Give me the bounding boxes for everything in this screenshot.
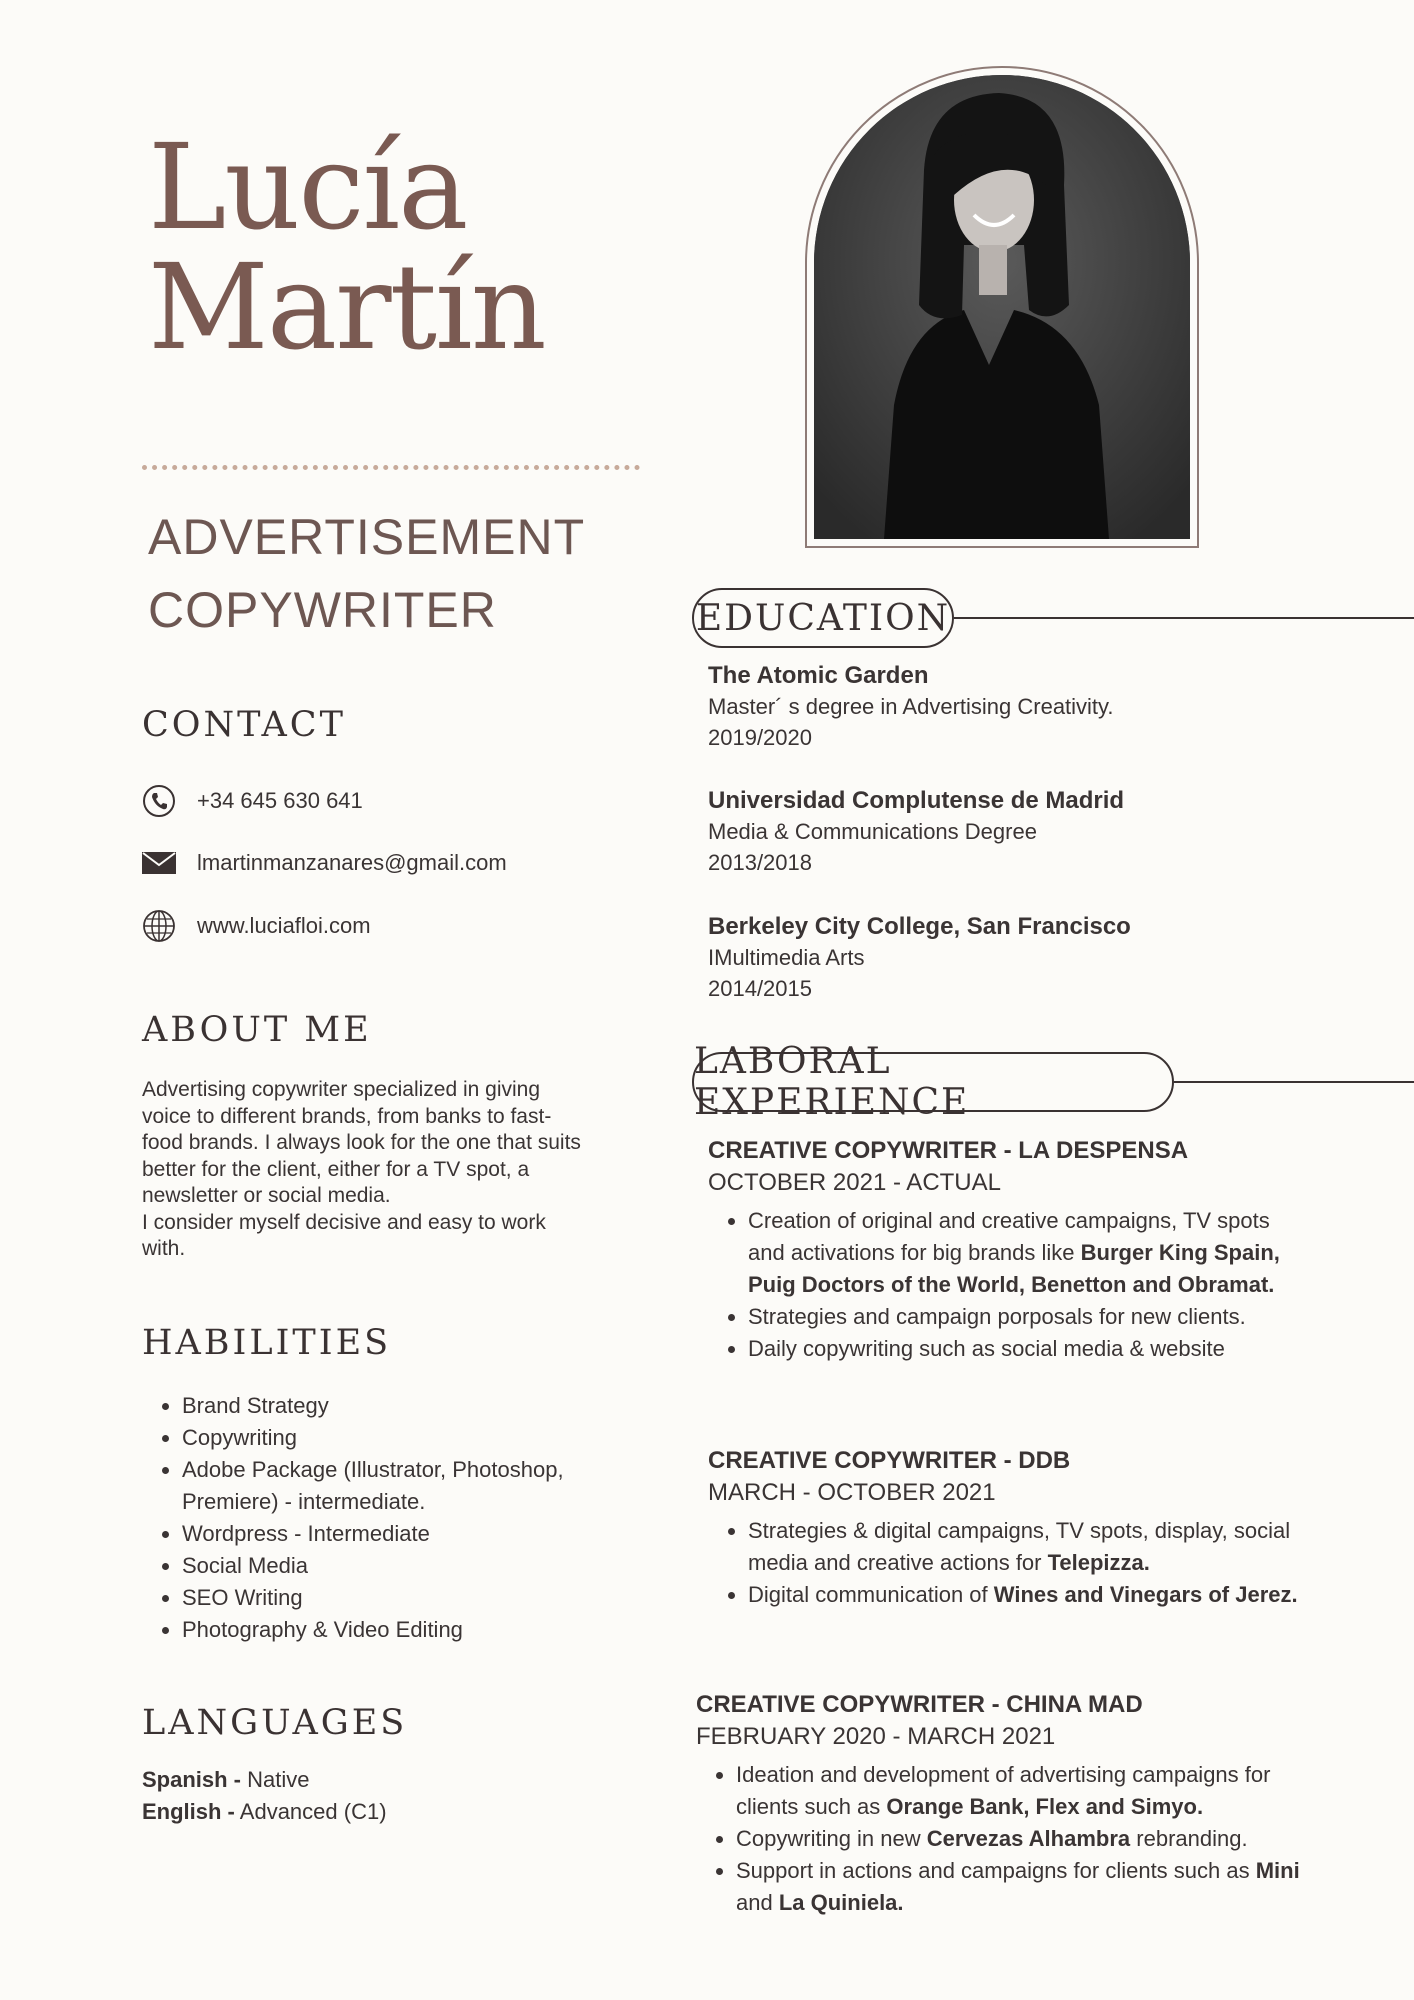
job-la-despensa xyxy=(708,1135,1308,1365)
education-heading: EDUCATION xyxy=(692,588,954,648)
dotted-divider xyxy=(142,465,640,470)
email-link[interactable]: lmartinmanzanares@gmail.com xyxy=(197,850,507,875)
phone-icon xyxy=(142,784,176,818)
language-level: Native xyxy=(241,1767,310,1792)
list-item: • Social Media xyxy=(182,1550,602,1582)
institution: Universidad Complutense de Madrid xyxy=(708,787,1125,814)
job-title: CREATIVE COPYWRITER - DDB xyxy=(708,1447,1071,1474)
job-bullets xyxy=(696,1759,1316,1919)
job-china-mad xyxy=(696,1689,1316,1919)
job-period: FEBRUARY 2020 - MARCH 2021 xyxy=(696,1723,1056,1750)
habilities-list-wrap xyxy=(142,1390,602,1646)
job-title: CREATIVE COPYWRITER - CHINA MAD xyxy=(696,1691,1143,1718)
education-item-1 xyxy=(708,660,1114,753)
job-bullets xyxy=(708,1515,1308,1611)
contact-website-row xyxy=(142,909,371,943)
list-item: • Creation of original and creative campaigns, TV spots and activations for big brands like Burger King Spain, Puig Doctors of the World, Benetton and Obramat. xyxy=(748,1205,1308,1301)
list-item: • Copywriting xyxy=(182,1422,602,1454)
job-title: CREATIVE COPYWRITER - LA DESPENSA xyxy=(708,1137,1189,1164)
job-bullets xyxy=(708,1205,1308,1365)
job-ddb xyxy=(708,1445,1308,1611)
education-rule xyxy=(954,617,1414,619)
job-period: MARCH - OCTOBER 2021 xyxy=(708,1479,996,1506)
language-name: Spanish - xyxy=(142,1767,242,1792)
language-english xyxy=(142,1799,387,1825)
list-item: • Adobe Package (Illustrator, Photoshop, Premiere) - intermediate. xyxy=(182,1454,602,1518)
about-paragraph-2: I consider myself decisive and easy to work with. xyxy=(142,1210,546,1260)
habilities-list xyxy=(142,1390,602,1646)
language-level: Advanced (C1) xyxy=(234,1799,387,1824)
phone-number[interactable]: +34 645 630 641 xyxy=(197,788,363,813)
portrait-silhouette xyxy=(814,75,1190,539)
experience-rule xyxy=(1174,1081,1414,1083)
role-line-1: ADVERTISEMENT xyxy=(148,509,586,565)
degree: Media & Communications Degree xyxy=(708,819,1037,844)
list-item: • Copywriting in new Cervezas Alhambra rebranding. xyxy=(736,1823,1316,1855)
list-item: • Daily copywriting such as social media & website xyxy=(748,1333,1308,1365)
language-name: English - xyxy=(142,1799,235,1824)
list-item: • Wordpress - Intermediate xyxy=(182,1518,602,1550)
website-link[interactable]: www.luciafloi.com xyxy=(197,913,371,938)
years: 2019/2020 xyxy=(708,725,812,750)
role-line-2: COPYWRITER xyxy=(148,582,497,638)
education-item-2 xyxy=(708,785,1124,878)
education-item-3 xyxy=(708,911,1131,1004)
experience-heading: LABORAL EXPERIENCE xyxy=(692,1052,1174,1112)
language-spanish xyxy=(142,1767,310,1793)
degree: Master´ s degree in Advertising Creativity. xyxy=(708,694,1114,719)
contact-phone-row xyxy=(142,784,363,818)
about-text xyxy=(142,1077,592,1263)
profile-photo xyxy=(814,75,1190,539)
years: 2013/2018 xyxy=(708,850,812,875)
list-item: • Strategies and campaign porposals for new clients. xyxy=(748,1301,1308,1333)
list-item: • Brand Strategy xyxy=(182,1390,602,1422)
institution: Berkeley City College, San Francisco xyxy=(708,913,1131,940)
list-item: • Digital communication of Wines and Vinegars of Jerez. xyxy=(748,1579,1308,1611)
about-paragraph-1: Advertising copywriter specialized in giving voice to different brands, from banks to fast-food brands. I always look for the one that suits better for the client, either for a TV spot, a newsletter or social media. xyxy=(142,1078,581,1207)
mail-icon xyxy=(142,846,176,880)
contact-heading: CONTACT xyxy=(142,705,346,745)
habilities-heading: HABILITIES xyxy=(142,1323,392,1363)
profile-photo-frame xyxy=(805,66,1199,548)
about-heading: ABOUT ME xyxy=(142,1010,372,1050)
years: 2014/2015 xyxy=(708,976,812,1001)
list-item: • SEO Writing xyxy=(182,1582,602,1614)
list-item: • Photography & Video Editing xyxy=(182,1614,602,1646)
job-period: OCTOBER 2021 - ACTUAL xyxy=(708,1169,1001,1196)
institution: The Atomic Garden xyxy=(708,662,929,689)
list-item: • Ideation and development of advertising campaigns for clients such as Orange Bank, Flex and Simyo. xyxy=(736,1759,1316,1823)
first-name: Lucía xyxy=(148,118,467,256)
contact-email-row xyxy=(142,846,507,880)
degree: IMultimedia Arts xyxy=(708,945,865,970)
languages-heading: LANGUAGES xyxy=(142,1703,408,1743)
last-name: Martín xyxy=(148,238,545,376)
globe-icon xyxy=(142,909,176,943)
list-item: • Strategies & digital campaigns, TV spots, display, social media and creative actions for Telepizza. xyxy=(748,1515,1308,1579)
list-item: • Support in actions and campaigns for clients such as Mini and La Quiniela. xyxy=(736,1855,1316,1919)
